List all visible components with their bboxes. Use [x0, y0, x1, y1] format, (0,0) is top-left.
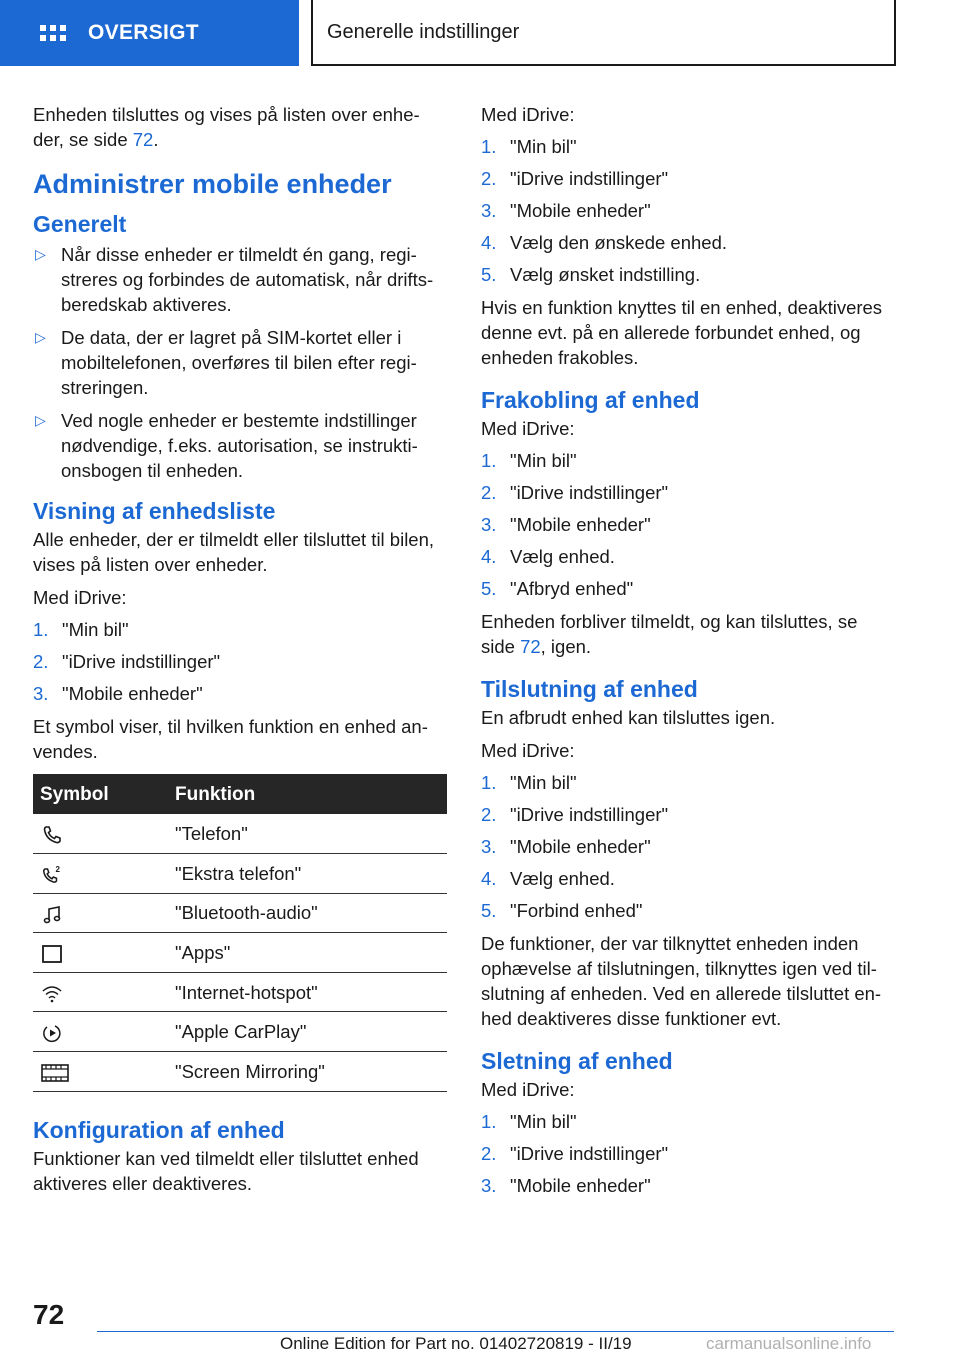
function-link-paragraph: Hvis en funktion knyttes til en enhed, deaktiveres denne evt. på en allerede forbundet enhed, og enheden frakobles.: [481, 297, 883, 368]
svg-text:2: 2: [55, 864, 60, 874]
heading-frakobling: Frakobling af enhed: [481, 387, 700, 413]
edition-text: Online Edition for Part no. 01402720819 - II/19: [280, 1334, 632, 1353]
app-square-icon: [41, 943, 63, 965]
function-cell: "Bluetooth-audio": [173, 893, 447, 933]
step-item: 1. "Min bil": [481, 772, 577, 793]
steps-list: [481, 445, 901, 605]
step-item: 1. "Min bil": [481, 136, 577, 157]
footer-divider: [97, 1331, 894, 1332]
step-item: 5. "Forbind enhed": [481, 900, 643, 921]
intro-line-2: der, se side: [33, 129, 133, 150]
steps-list: [481, 1106, 901, 1202]
symbol-table: [33, 774, 447, 1092]
steps-list: [481, 131, 901, 291]
step-item: 4. Vælg enhed.: [481, 868, 615, 889]
step-item: 2. "iDrive indstillinger": [481, 1143, 669, 1164]
function-cell: "Internet-hotspot": [173, 972, 447, 1012]
bullet-list: [33, 242, 447, 483]
table-row: [33, 854, 447, 894]
column-header-symbol: Symbol: [33, 774, 173, 814]
grid-icon: [40, 25, 66, 41]
step-item: 5. Vælg ønsket indstilling.: [481, 264, 701, 285]
page-number: 72: [33, 1299, 65, 1330]
tilslutning-text: En afbrudt enhed kan tilsluttes igen.: [481, 707, 776, 728]
function-cell: "Screen Mirroring": [173, 1052, 447, 1092]
table-row: [33, 893, 447, 933]
heading-konfiguration: Konfiguration af enhed: [33, 1116, 285, 1143]
step-item: 3. "Mobile enheder": [481, 514, 651, 535]
triangle-bullet-icon: ▷: [35, 329, 46, 345]
heading-sletning: Sletning af enhed: [481, 1048, 673, 1074]
column-header-funktion: Funktion: [173, 774, 447, 814]
step-item: 4. Vælg enhed.: [481, 546, 615, 567]
tilslutning-paragraph: De funktioner, der var tilknyttet enheden inden ophævelse af tilslutningen, tilknyttes igen ved til- slutning af enheden. Ved en allerede tilsluttet en- hed deaktiveres disse funktioner evt.: [481, 933, 882, 1029]
steps-list: [33, 614, 447, 710]
right-column: [481, 102, 901, 1206]
wifi-icon: [41, 983, 63, 1005]
function-cell: "Telefon": [173, 814, 447, 854]
step-item: 1. "Min bil": [33, 619, 129, 640]
step-item: 2. "iDrive indstillinger": [481, 168, 669, 189]
step-item: 4. Vælg den ønskede enhed.: [481, 232, 728, 253]
frakobling-paragraph: Enheden forbliver tilmeldt, og kan tilsluttes, se side 72, igen.: [481, 611, 858, 657]
step-item: 2. "iDrive indstillinger": [481, 804, 669, 825]
bullet-item: ▷ Ved nogle enheder er bestemte indstillinger nødvendige, f.eks. autorisation, se instrukti- onsbogen til enheden.: [35, 410, 418, 481]
intro-end: .: [153, 129, 159, 150]
step-item: 2. "iDrive indstillinger": [481, 482, 669, 503]
heading-admin-mobile: Administrer mobile enheder: [33, 169, 392, 199]
page-link-72[interactable]: 72: [520, 636, 541, 657]
med-idrive-label: Med iDrive:: [481, 740, 575, 761]
bullet-item: ▷ Når disse enheder er tilmeldt én gang, regi- streres og forbindes de automatisk, når drifts- beredskab aktiveres.: [35, 244, 434, 315]
med-idrive-label: Med iDrive:: [481, 418, 575, 439]
phone-icon: [41, 824, 63, 846]
symbol-paragraph: Et symbol viser, til hvilken funktion en enhed an- vendes.: [33, 716, 428, 762]
film-strip-icon: [41, 1062, 69, 1084]
table-row: [33, 1012, 447, 1052]
step-item: 5. "Afbryd enhed": [481, 578, 634, 599]
step-item: 3. "Mobile enheder": [481, 836, 651, 857]
triangle-bullet-icon: ▷: [35, 246, 46, 262]
intro-line-1: Enheden tilsluttes og vises på listen over enhe-: [33, 104, 420, 125]
step-item: 3. "Mobile enheder": [33, 683, 203, 704]
visning-paragraph: Alle enheder, der er tilmeldt eller tilsluttet til bilen, vises på listen over enheder.: [33, 529, 435, 575]
step-item: 1. "Min bil": [481, 1111, 577, 1132]
step-item: 3. "Mobile enheder": [481, 1175, 651, 1196]
konfig-paragraph: Funktioner kan ved tilmeldt eller tilsluttet enhed aktiveres eller deaktiveres.: [33, 1147, 419, 1194]
play-circle-icon: [41, 1022, 63, 1044]
bullet-item: ▷ De data, der er lagret på SIM-kortet eller i mobiltelefonen, overføres til bilen efter regi- streringen.: [35, 327, 417, 398]
page-link-72[interactable]: 72: [132, 129, 154, 150]
heading-visning: Visning af enhedsliste: [33, 498, 276, 524]
step-item: 3. "Mobile enheder": [481, 200, 651, 221]
med-idrive-label: Med iDrive:: [33, 587, 127, 608]
table-header-row: [33, 774, 447, 814]
steps-list: [481, 767, 901, 927]
music-note-icon: [41, 904, 63, 926]
table-row: [33, 1052, 447, 1092]
table-row: [33, 972, 447, 1012]
med-idrive-label: Med iDrive:: [481, 104, 575, 125]
watermark: carmanualsonline.info: [706, 1334, 872, 1353]
step-item: 1. "Min bil": [481, 450, 577, 471]
med-idrive-label: Med iDrive:: [481, 1079, 575, 1100]
table-row: [33, 933, 447, 973]
step-item: 2. "iDrive indstillinger": [33, 651, 221, 672]
heading-tilslutning: Tilslutning af enhed: [481, 676, 698, 702]
left-column: [33, 102, 447, 1204]
function-cell: "Apps": [173, 933, 447, 973]
function-cell: "Apple CarPlay": [173, 1012, 447, 1052]
overview-button[interactable]: [0, 0, 299, 66]
extra-phone-icon: [41, 864, 63, 886]
heading-generelt: Generelt: [33, 211, 127, 237]
chapter-title: Generelle indstillinger: [311, 0, 896, 66]
function-cell: "Ekstra telefon": [173, 854, 447, 894]
table-row: [33, 814, 447, 854]
triangle-bullet-icon: ▷: [35, 412, 46, 428]
intro-paragraph: [33, 102, 447, 152]
overview-button-label: OVERSIGT: [88, 21, 199, 44]
